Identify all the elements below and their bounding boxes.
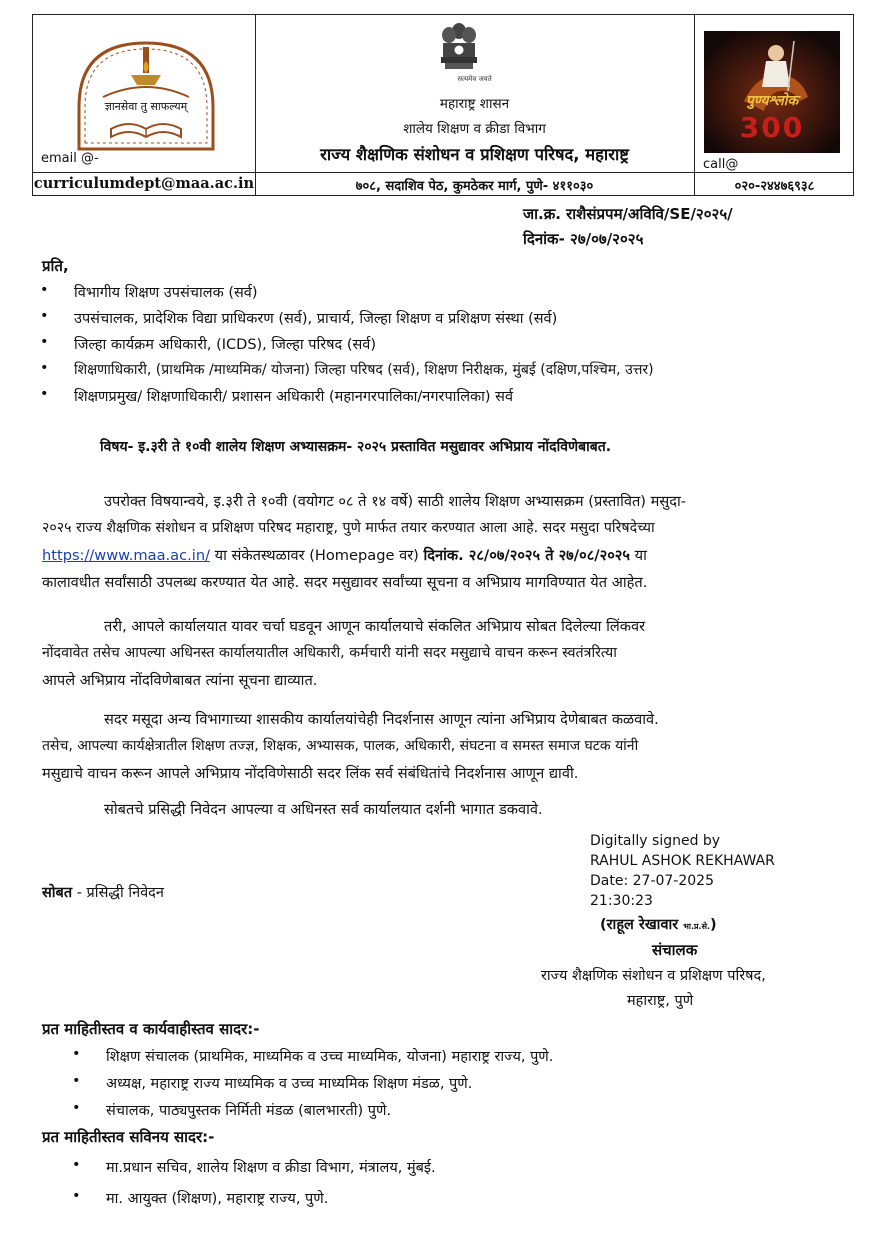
bullet-icon: • (40, 386, 49, 402)
call-label: call@ (703, 157, 739, 172)
bullet-icon: • (72, 1157, 81, 1173)
divider (33, 172, 853, 173)
bullet-icon: • (40, 308, 49, 324)
reference-number: जा.क्र. राशैसंप्रपम/अविवि/SE/२०२५/ (523, 205, 733, 223)
signatory-title: संचालक (652, 941, 698, 959)
paragraph-3: सदर मसूदा अन्य विभागाच्या शासकीय कार्यालयांचेही निदर्शनास आणून त्यांना अभिप्राय देणेबाबत कळवावे. तसेच, आपल्या कार्यक्षेत्रातील शिक्षण तज्ज्ञ, शिक्षक, अभ्यासक, पालक, अधिकारी, संघटना व समस्त समाज घटक यांनी मसुद्याचे वाचन करून आपले अभिप्राय नोंदविणेसाठी सदर लिंक सर्व संबंधितांचे निदर्शनास आणून द्यावी. (42, 711, 659, 782)
signatory-name: (राहूल रेखावार भा.प्र.से.) (600, 917, 717, 933)
date-range: दिनांक. २८/०७/२०२५ ते २७/०८/२०२५ (423, 547, 630, 564)
paragraph-2: तरी, आपले कार्यालयात यावर चर्चा घडवून आणून कार्यालयाचे संकलित अभिप्राय सोबत दिलेल्या लिंकवर नोंदवावेत तसेच आपल्या अधिनस्त कार्यालयातील अधिकारी, कर्मचारी यांनी सदर मसुद्याचे वाचन करून स्वतंत्ररित्या आपले अभिप्राय नोंदविणेबाबत त्यांना सूचना द्याव्यात. (42, 618, 646, 689)
government-name: महाराष्ट्र शासन (439, 96, 510, 112)
contact-phone: ०२०-२४४७६९३८ (734, 179, 815, 194)
email-label: email @- (41, 151, 99, 166)
paragraph-1: उपरोक्त विषयान्वये, इ.३री ते १०वी (वयोगट ०८ ते १४ वर्षे) साठी शालेय शिक्षण अभ्यासक्रम (प्रस्तावित) मसुदा- २०२५ राज्य शैक्षणिक संशोधन व प्रशिक्षण परिषद महाराष्ट्र, पुणे मार्फत तयार करण्यात आला आहे. सदर मसुदा परिषदेच्या https://www.maa.ac.in/ या संकेतस्थळावर (Homepage वर) दिनांक. २८/०७/२०२५ ते २७/०८/२०२५ या कालावधीत सर्वांसाठी उपलब्ध करण्यात येत आहे. सदर मसुद्यावर सर्वांच्या सूचना व अभिप्राय मागविण्यात येत आहेत. (42, 493, 687, 591)
enclosure: सोबत - प्रसिद्धी निवेदन (42, 885, 164, 901)
department-name: शालेय शिक्षण व क्रीडा विभाग (403, 121, 546, 137)
state-emblem-icon (435, 19, 483, 83)
bullet-icon: • (72, 1073, 81, 1089)
bullet-icon: • (72, 1100, 81, 1116)
letter-date: दिनांक- २७/०७/२०२५ (523, 230, 644, 248)
badge-text: पुण्यश्लोक (745, 93, 799, 109)
copy-action-label: प्रत माहितीस्तव व कार्यवाहीस्तव सादर:- (42, 1020, 260, 1038)
signatory-location: महाराष्ट्र, पुणे (627, 993, 694, 1009)
subject-line: विषय- इ.३री ते १०वी शालेय शिक्षण अभ्यासक्रम- २०२५ प्रस्तावित मसुद्यावर अभिप्राय नोंदविणेबाबत. (100, 439, 612, 455)
website-link[interactable]: https://www.maa.ac.in/ (42, 547, 210, 564)
paragraph-4: सोबतचे प्रसिद्धी निवेदन आपल्या व अधिनस्त सर्व कार्यालयात दर्शनी भागात डकवावे. (104, 801, 543, 818)
scert-logo (71, 37, 221, 155)
logo-motto: ज्ञानसेवा तु साफल्यम् (104, 100, 188, 113)
to-label: प्रति, (42, 257, 69, 275)
organization-name: राज्य शैक्षणिक संशोधन व प्रशिक्षण परिषद, महाराष्ट्र (320, 145, 629, 164)
office-address: ७०८, सदाशिव पेठ, कुमठेकर मार्ग, पुणे- ४११०३० (355, 179, 594, 194)
letterhead (32, 14, 854, 196)
copy-info-label: प्रत माहितीस्तव सविनय सादर:- (42, 1128, 215, 1146)
digital-signature-block: Digitally signed by RAHUL ASHOK REKHAWAR Date: 27-07-2025 21:30:23 (590, 833, 775, 909)
badge-number: 300 (739, 111, 805, 144)
emblem-caption: सत्यमेव जयते (457, 75, 492, 83)
bullet-icon: • (40, 282, 49, 298)
divider (694, 15, 695, 195)
signatory-org: राज्य शैक्षणिक संशोधन व प्रशिक्षण परिषद, (541, 968, 766, 984)
bullet-icon: • (72, 1046, 81, 1062)
contact-email[interactable]: curriculumdept@maa.ac.in (33, 175, 255, 192)
anniversary-badge (704, 31, 840, 153)
bullet-icon: • (40, 360, 49, 376)
bullet-icon: • (40, 334, 49, 350)
bullet-icon: • (72, 1188, 81, 1204)
